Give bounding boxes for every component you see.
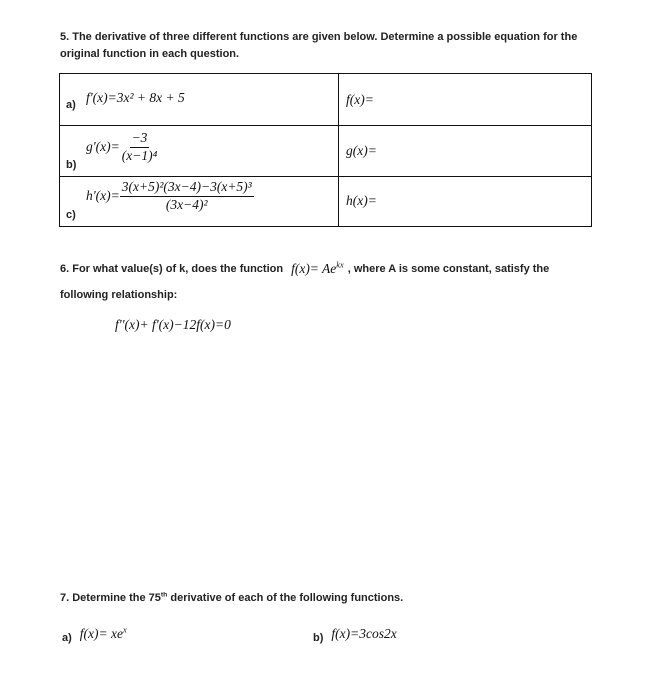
q7-part-b-label: b) bbox=[313, 632, 324, 644]
q7-ordinal-suffix: th bbox=[160, 591, 168, 599]
q5-row-divider bbox=[60, 176, 591, 177]
q5-row-a-label: a) bbox=[66, 99, 76, 111]
q5-row-a-given bbox=[86, 90, 185, 106]
q5-row-b-denominator: (x−1)⁴ bbox=[121, 147, 158, 163]
q6-function-exponent: kx bbox=[336, 260, 344, 270]
q7-part-a-label: a) bbox=[62, 632, 72, 644]
q7-prompt bbox=[60, 592, 403, 604]
q5-row-b-answer: g(x)= bbox=[346, 143, 377, 158]
q5-row-a-lhs: f'(x)= bbox=[86, 90, 117, 105]
q5-row-a-answer: f(x)= bbox=[346, 92, 374, 107]
q5-row-c-label: c) bbox=[66, 209, 76, 221]
q5-row-c-denominator: (3x−4)² bbox=[165, 196, 208, 212]
q5-row-c-given bbox=[86, 180, 254, 213]
q7-part-a bbox=[62, 624, 127, 644]
q5-row-c-lhs: h'(x)= bbox=[86, 188, 120, 204]
q6-function bbox=[291, 261, 344, 277]
q5-row-b-fraction bbox=[120, 131, 160, 164]
q6-prompt-end: , where A is some constant, satisfy the bbox=[347, 263, 550, 275]
q6-relationship: f''(x)+ f'(x)−12f(x)=0 bbox=[115, 317, 231, 332]
q5-prompt-line2: original function in each question. bbox=[60, 48, 240, 60]
q5-row-b-numerator: −3 bbox=[130, 131, 150, 148]
q5-prompt-line1: 5. The derivative of three different functions are given below. Determine a possible equation for the bbox=[60, 31, 578, 43]
q6-function-base: f(x)= Ae bbox=[291, 261, 337, 276]
q5-row-divider bbox=[60, 125, 591, 126]
q7-part-b bbox=[313, 624, 397, 644]
q5-row-b-label: b) bbox=[66, 159, 77, 171]
q5-row-c-answer: h(x)= bbox=[346, 193, 377, 208]
q7-prompt-end: derivative of each of the following functions. bbox=[167, 592, 404, 604]
q6-prompt-start: 6. For what value(s) of k, does the function bbox=[60, 263, 284, 275]
q6-prompt-line2: following relationship: bbox=[60, 289, 178, 301]
q7-part-a-base: f(x)= xe bbox=[79, 626, 123, 641]
q7-prompt-start: 7. Determine the 75 bbox=[60, 592, 161, 604]
q5-row-a-rhs: 3x² + 8x + 5 bbox=[116, 90, 185, 105]
q5-row-b-given bbox=[86, 131, 159, 164]
q5-row-c-fraction bbox=[120, 180, 254, 213]
q7-part-a-exponent: x bbox=[122, 625, 127, 635]
q5-row-c-numerator: 3(x+5)²(3x−4)−3(x+5)³ bbox=[120, 180, 254, 197]
q5-table bbox=[59, 73, 592, 227]
q7-part-b-function: f(x)=3cos2x bbox=[331, 626, 397, 641]
q7-part-a-function bbox=[80, 626, 127, 642]
q6-prompt-line1 bbox=[60, 261, 549, 277]
q5-row-b-lhs: g'(x)= bbox=[86, 139, 120, 155]
q5-column-divider bbox=[338, 74, 339, 226]
